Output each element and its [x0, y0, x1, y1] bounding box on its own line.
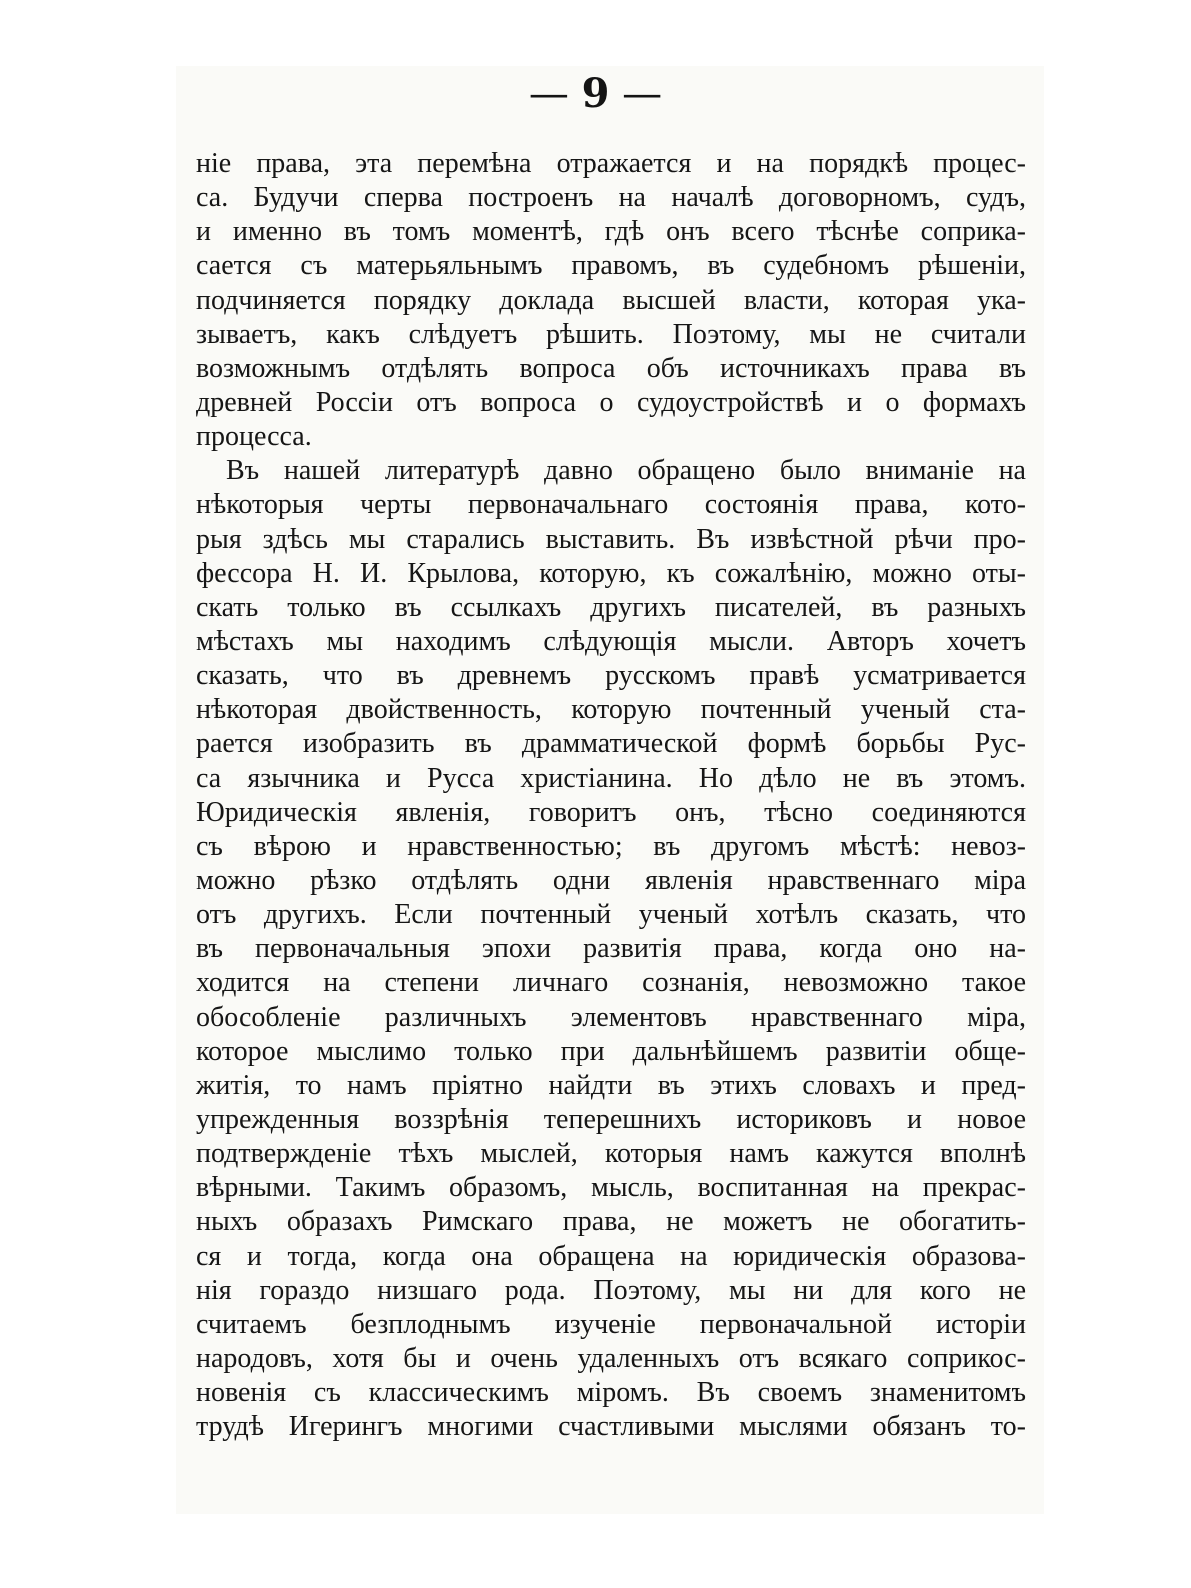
- text-line: нѣкоторая двойственность, которую почтенный ученый ста-: [196, 694, 1026, 726]
- text-line: процесса.: [196, 421, 312, 453]
- text-line: ся и тогда, когда она обращена на юридическія образова-: [196, 1240, 1026, 1272]
- text-line: считаемъ безплоднымъ изученіе первоначальной исторіи: [196, 1308, 1026, 1340]
- text-line: народовъ, хотя бы и очень удаленныхъ отъ всякаго соприкос-: [196, 1342, 1026, 1374]
- page-number-right-dash: —: [622, 71, 663, 117]
- text-line: обособленіе различныхъ элементовъ нравственнаго міра,: [196, 1001, 1026, 1033]
- text-line: въ первоначальныя эпохи развитія права, когда оно на-: [196, 933, 1026, 965]
- text-line: рыя здѣсь мы старались выставить. Въ извѣстной рѣчи про-: [196, 523, 1026, 555]
- text-line: фессора Н. И. Крылова, которую, къ сожалѣнію, можно оты-: [196, 557, 1026, 589]
- paragraph-1: [196, 147, 1026, 454]
- text-line: житія, то намъ пріятно найдти въ этихъ словахъ и пред-: [196, 1069, 1026, 1101]
- text-line: нѣкоторыя черты первоначальнаго состоянія права, кото-: [196, 489, 1026, 521]
- text-line: зываетъ, какъ слѣдуетъ рѣшить. Поэтому, мы не считали: [196, 318, 1026, 350]
- text-line: сается съ матерьяльнымъ правомъ, въ судебномъ рѣшеніи,: [196, 250, 1026, 282]
- text-line: ходится на степени личнаго сознанія, невозможно такое: [196, 967, 1026, 999]
- text-line: подчиняется порядку доклада высшей власти, которая ука-: [196, 284, 1026, 316]
- text-line: подтвержденіе тѣхъ мыслей, которыя намъ кажутся вполнѣ: [196, 1138, 1026, 1170]
- body-text: [196, 147, 1026, 1444]
- text-line: мѣстахъ мы находимъ слѣдующія мысли. Авторъ хочетъ: [196, 625, 1026, 657]
- text-line: упрежденныя воззрѣнія теперешнихъ историковъ и новое: [196, 1103, 1026, 1135]
- text-line: рается изобразить въ драмматической формѣ борьбы Рус-: [196, 728, 1026, 760]
- page-number: [0, 70, 1191, 118]
- text-line: новенія съ классическимъ міромъ. Въ своемъ знаменитомъ: [196, 1377, 1026, 1409]
- text-line: ніе права, эта перемѣна отражается и на порядкѣ процес-: [196, 148, 1026, 179]
- text-line: которое мыслимо только при дальнѣйшемъ развитіи обще-: [196, 1035, 1026, 1067]
- text-line: древней Россіи отъ вопроса о судоустройствѣ и о формахъ: [196, 386, 1026, 418]
- text-line: съ вѣрою и нравственностью; въ другомъ мѣстѣ: невоз-: [196, 830, 1026, 862]
- text-line: са. Будучи сперва построенъ на началѣ договорномъ, судъ,: [196, 182, 1026, 214]
- page-number-value: 9: [581, 70, 610, 117]
- paragraph-2: [196, 454, 1026, 1444]
- text-line: и именно въ томъ моментѣ, гдѣ онъ всего тѣснѣе соприка-: [196, 216, 1026, 248]
- text-line: ныхъ образахъ Римскаго права, не можетъ не обогатить-: [196, 1206, 1026, 1238]
- text-line: скать только въ ссылкахъ другихъ писателей, въ разныхъ: [196, 591, 1026, 623]
- text-line: можно рѣзко отдѣлять одни явленія нравственнаго міра: [196, 864, 1026, 896]
- text-line: Юридическія явленія, говоритъ онъ, тѣсно соединяются: [196, 796, 1026, 828]
- text-line: сказать, что въ древнемъ русскомъ правѣ усматривается: [196, 660, 1026, 692]
- text-line: вѣрными. Такимъ образомъ, мысль, воспитанная на прекрас-: [196, 1172, 1026, 1204]
- page-number-left-dash: —: [528, 71, 569, 117]
- text-line: са язычника и Русса христіанина. Но дѣло не въ этомъ.: [196, 762, 1026, 794]
- text-line: возможнымъ отдѣлять вопроса объ источникахъ права въ: [196, 352, 1026, 384]
- text-line: отъ другихъ. Если почтенный ученый хотѣлъ сказать, что: [196, 899, 1026, 931]
- text-line: трудѣ Игерингъ многими счастливыми мыслями обязанъ то-: [196, 1411, 1026, 1443]
- text-line: нія гораздо низшаго рода. Поэтому, мы ни для кого не: [196, 1274, 1026, 1306]
- text-line: Въ нашей литературѣ давно обращено было вниманіе на: [226, 455, 1026, 487]
